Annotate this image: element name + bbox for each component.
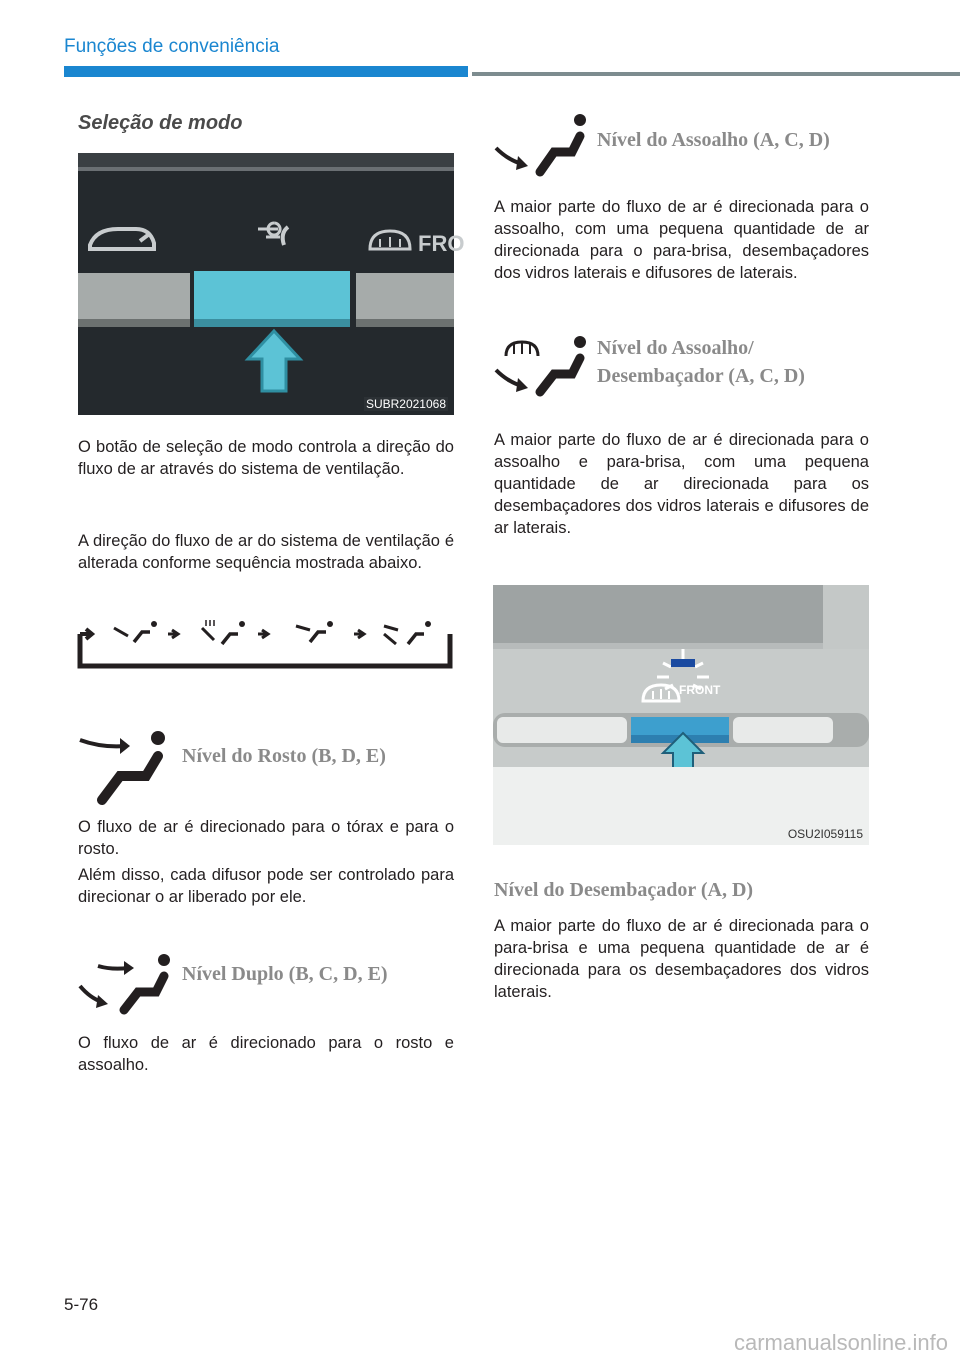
image-code: OSU2I059115 [787, 827, 863, 841]
floor-level-icon [494, 112, 590, 176]
floor-defrost-title-line2: Desembaçador (A, C, D) [597, 365, 805, 387]
face-level-title: Nível do Rosto (B, D, E) [182, 745, 386, 767]
defrost-level-title: Nível do Desembaçador (A, D) [494, 879, 754, 901]
floor-defrost-title [597, 334, 805, 390]
paragraph: O botão de seleção de modo controla a direção do fluxo de ar através do sistema de ventilação. [78, 438, 454, 478]
paragraph: A direção do fluxo de ar do sistema de ventilação é alterada conforme sequência mostrada abaixo. [78, 532, 454, 572]
defrost-button-photo [493, 585, 869, 845]
image-code: SUBR2021068 [365, 397, 446, 411]
floor-defrost-icon [494, 334, 590, 396]
header-bar-gray [472, 72, 960, 76]
floor-defrost-title-line1: Nível do Assoalho/ [597, 337, 754, 359]
mode-selection-title: Seleção de modo [78, 112, 243, 134]
page-number: 5-76 [64, 1295, 99, 1314]
paragraph: A maior parte do fluxo de ar é direcionada para o assoalho, com uma pequena quantidade de ar direcionada para o para-brisa, desembaçadores dos vidros laterais e difusores de laterais. [494, 198, 869, 282]
mode-button-photo [78, 153, 465, 415]
header-bar-blue [64, 66, 468, 77]
watermark: carmanualsonline.info [733, 1330, 948, 1355]
paragraph: A maior parte do fluxo de ar é direcionada para o assoalho e para-brisa, com uma pequena quantidade de ar direcionada para os desembaçadores dos vidros laterais e difusores de ar laterais. [494, 431, 869, 537]
svg-text:FRO: FRO [418, 231, 465, 256]
floor-level-title: Nível do Assoalho (A, C, D) [597, 129, 830, 151]
paragraph: Além disso, cada difusor pode ser controlado para direcionar o ar liberado por ele. [78, 866, 454, 906]
bi-level-title: Nível Duplo (B, C, D, E) [182, 963, 388, 985]
bi-level-icon [80, 952, 174, 1014]
section-header: Funções de conveniência [64, 36, 280, 57]
front-label: FRONT [679, 683, 721, 697]
paragraph: O fluxo de ar é direcionado para o tórax e para o rosto. [78, 818, 454, 858]
paragraph: A maior parte do fluxo de ar é direcionada para o para-brisa e uma pequena quantidade de ar é direcionada para os desembaçadores dos vidros laterais. [494, 917, 869, 1001]
paragraph: O fluxo de ar é direcionado para o rosto e assoalho. [78, 1034, 454, 1074]
face-level-icon [80, 730, 170, 804]
mode-sequence-diagram [78, 614, 454, 670]
